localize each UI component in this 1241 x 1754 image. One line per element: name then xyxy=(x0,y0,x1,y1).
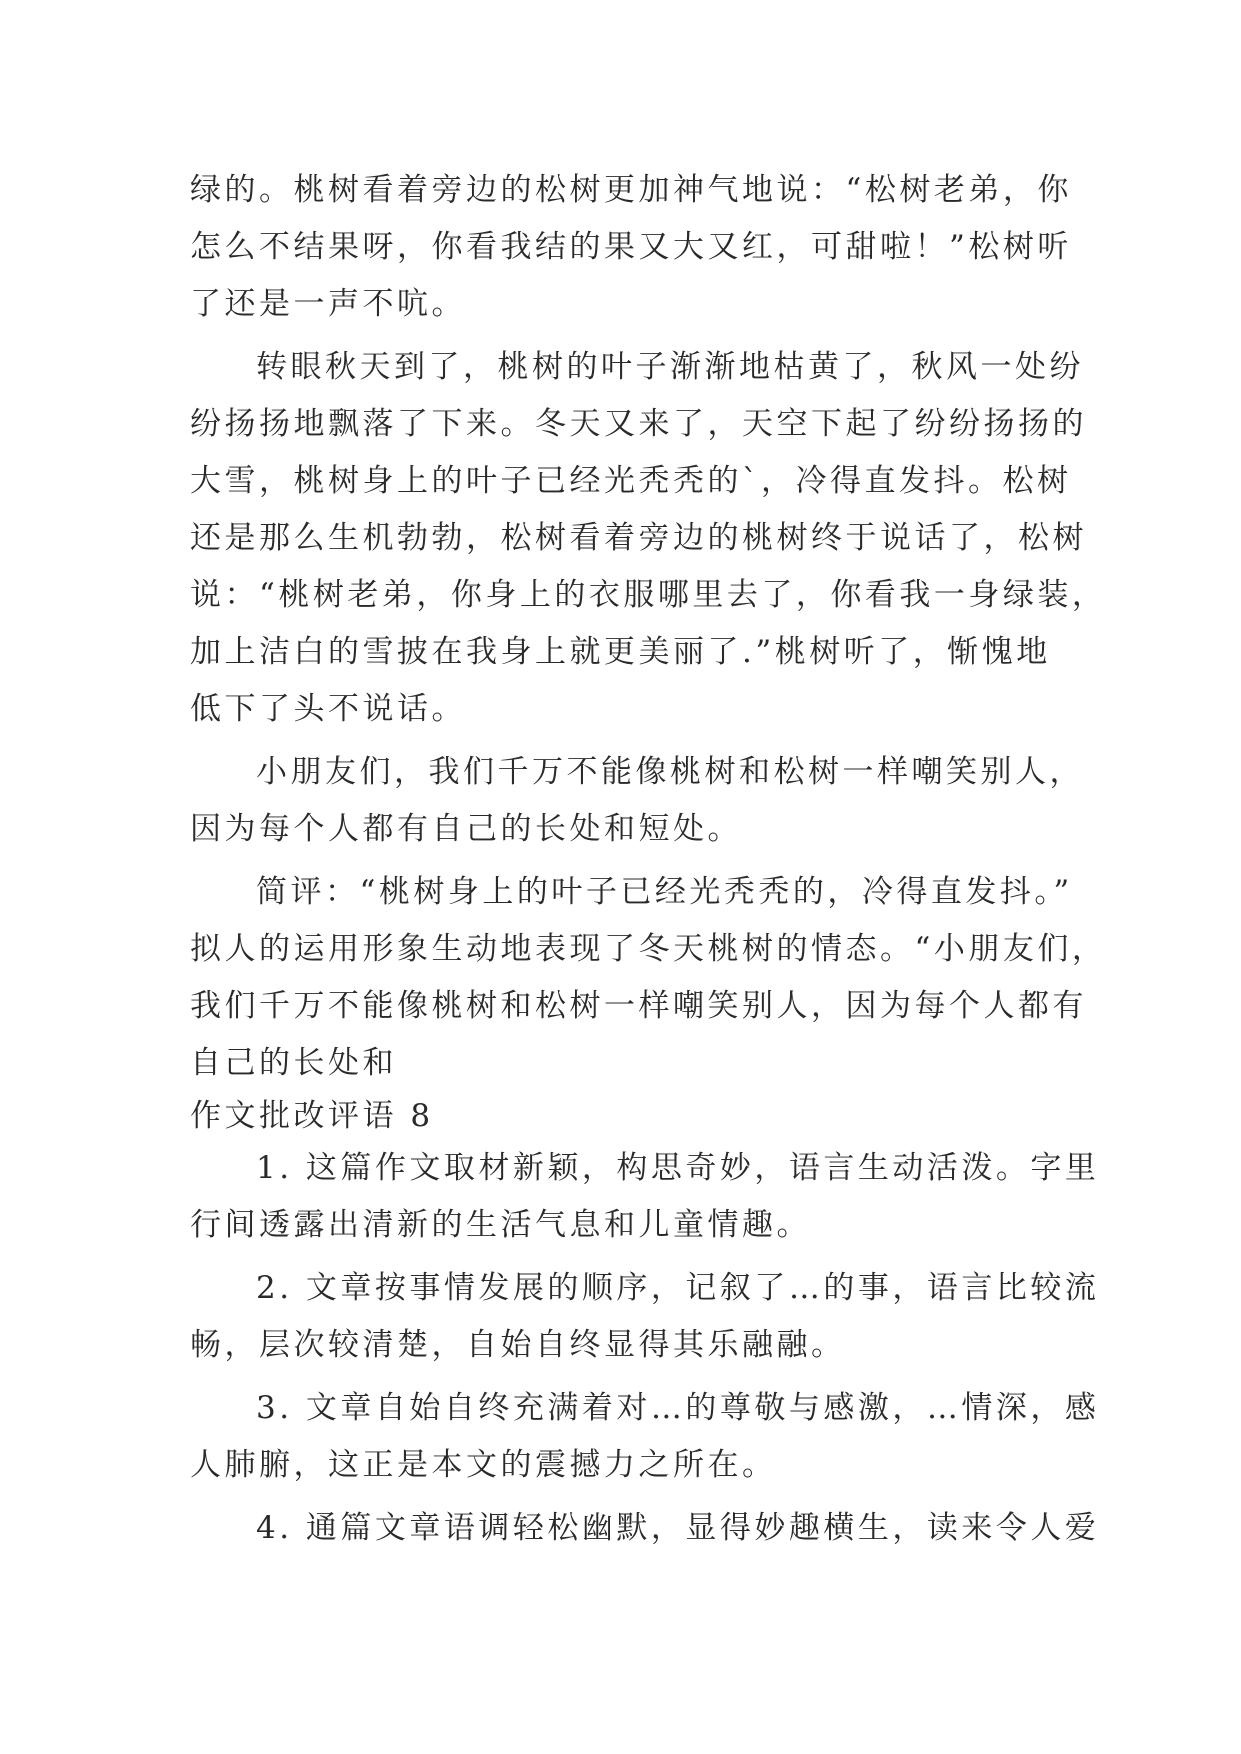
text-line: 大雪，桃树身上的叶子已经光秃秃的`，冷得直发抖。松树 xyxy=(190,463,1072,499)
text-line: 加上洁白的雪披在我身上就更美丽了.”桃树听了，惭愧地 xyxy=(190,634,1051,670)
text-line: 因为每个人都有自己的长处和短处。 xyxy=(190,811,742,847)
text-line: 简评：“桃树身上的叶子已经光秃秃的，冷得直发抖。” xyxy=(256,874,1073,910)
text-line: 行间透露出清新的生活气息和儿童情趣。 xyxy=(190,1207,811,1243)
text-line: 说：“桃树老弟，你身上的衣服哪里去了，你看我一身绿装， xyxy=(190,577,1107,613)
text-line: 了还是一声不吭。 xyxy=(190,286,466,322)
document-body xyxy=(190,162,1107,1557)
text-line: 人肺腑，这正是本文的震撼力之所在。 xyxy=(190,1447,777,1483)
text-line: 畅，层次较清楚，自始自终显得其乐融融。 xyxy=(190,1327,846,1363)
section-heading: 作文批改评语 8 xyxy=(190,1098,434,1134)
text-line: 纷扬扬地飘落了下来。冬天又来了，天空下起了纷纷扬扬的 xyxy=(190,406,1087,442)
text-line: 3. 文章自始自终充满着对…的尊敬与感激，…情深，感 xyxy=(256,1390,1100,1426)
text-line: 绿的。桃树看着旁边的松树更加神气地说：“松树老弟，你 xyxy=(190,172,1072,208)
text-line: 还是那么生机勃勃，松树看着旁边的桃树终于说话了，松树 xyxy=(190,520,1087,556)
text-line: 怎么不结果呀，你看我结的果又大又红，可甜啦！”松树听 xyxy=(190,229,1072,265)
text-line: 2. 文章按事情发展的顺序，记叙了…的事，语言比较流 xyxy=(256,1270,1100,1306)
text-line: 低下了头不说话。 xyxy=(190,691,466,727)
text-line: 转眼秋天到了，桃树的叶子渐渐地枯黄了，秋风一处纷 xyxy=(256,349,1084,385)
text-line: 1. 这篇作文取材新颖，构思奇妙，语言生动活泼。字里 xyxy=(256,1150,1100,1186)
text-line: 自己的长处和 xyxy=(190,1045,397,1081)
text-line: 4. 通篇文章语调轻松幽默，显得妙趣横生，读来令人爱 xyxy=(256,1510,1100,1546)
text-line: 拟人的运用形象生动地表现了冬天桃树的情态。“小朋友们， xyxy=(190,931,1107,967)
text-line: 小朋友们，我们千万不能像桃树和松树一样嘲笑别人， xyxy=(256,754,1084,790)
text-line: 我们千万不能像桃树和松树一样嘲笑别人，因为每个人都有 xyxy=(190,988,1087,1024)
